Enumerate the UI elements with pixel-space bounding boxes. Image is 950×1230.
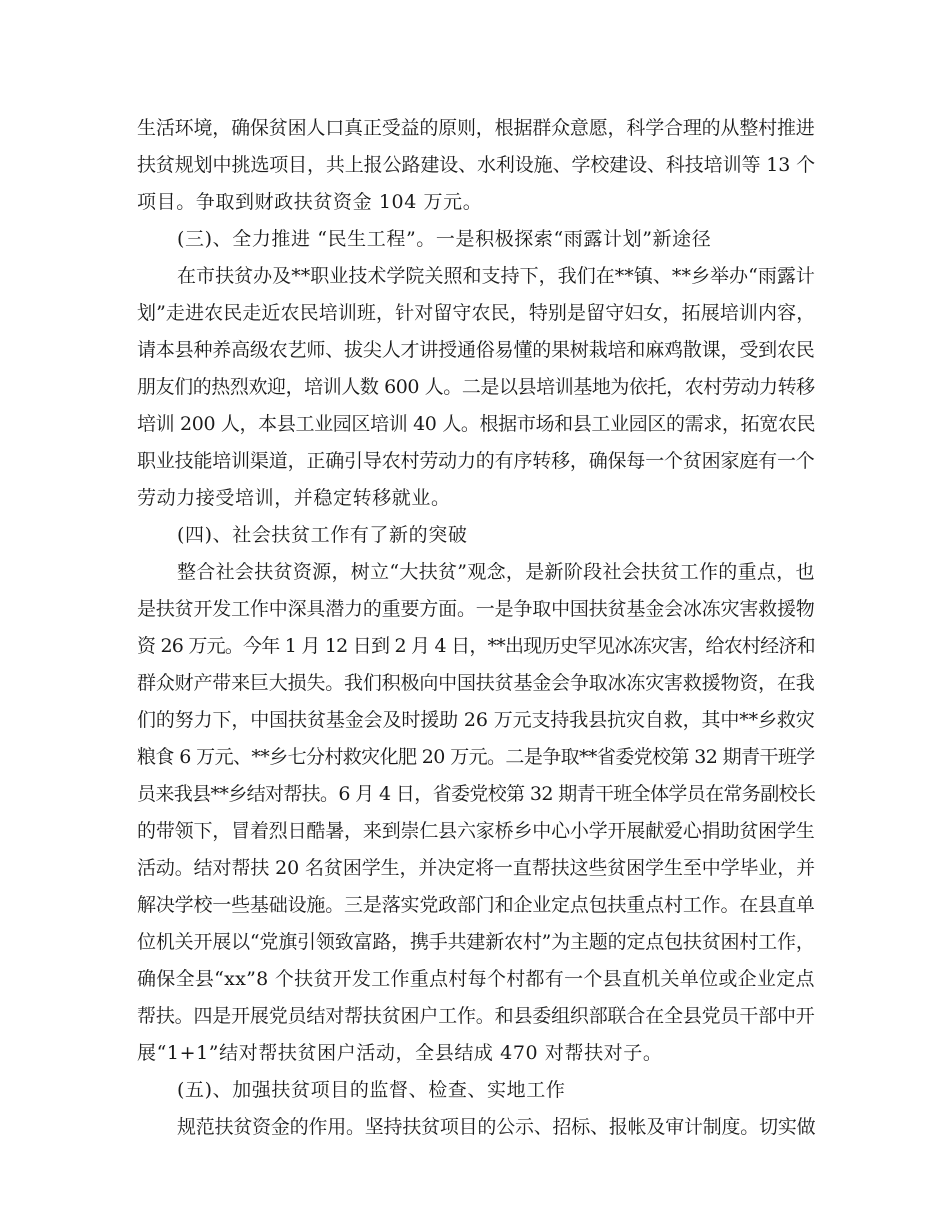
text-line: 确保全县“xx”8 个扶贫开发工作重点村每个村都有一个县直机关单位或企业定点 <box>137 968 815 990</box>
text-line: 的带领下，冒着烈日酷暑，来到崇仁县六家桥乡中心小学开展献爱心捐助贫困学生 <box>137 820 815 842</box>
text-line: 整合社会扶贫资源，树立“大扶贫”观念，是新阶段社会扶贫工作的重点，也 <box>177 561 815 583</box>
section-heading: (四)、社会扶贫工作有了新的突破 <box>177 524 468 546</box>
text-line: 朋友们的热烈欢迎，培训人数 600 人。二是以县培训基地为依托，农村劳动力转移 <box>137 376 815 398</box>
text-line: 生活环境，确保贫困人口真正受益的原则，根据群众意愿，科学合理的从整村推进 <box>137 117 815 139</box>
text-line: 培训 200 人，本县工业园区培训 40 人。根据市场和县工业园区的需求，拓宽农民 <box>137 413 816 435</box>
text-line: 是扶贫开发工作中深具潜力的重要方面。一是争取中国扶贫基金会冰冻灾害救援物 <box>137 598 815 620</box>
text-line: 粮食 6 万元、**乡七分村救灾化肥 20 万元。二是争取**省委党校第 32 期青干班学 <box>137 746 815 768</box>
text-line: 资 26 万元。今年 1 月 12 日到 2 月 4 日，**出现历史罕见冰冻灾害，给农村经济和 <box>137 635 815 657</box>
text-line: 展“1+1”结对帮扶贫困户活动，全县结成 470 对帮扶对子。 <box>137 1042 663 1064</box>
text-line: 请本县种养高级农艺师、拔尖人才讲授通俗易懂的果树栽培和麻鸡散课，受到农民 <box>137 339 815 361</box>
text-line: 劳动力接受培训，并稳定转移就业。 <box>137 487 451 509</box>
text-line: 规范扶贫资金的作用。坚持扶贫项目的公示、招标、报帐及审计制度。切实做 <box>177 1116 816 1138</box>
text-line: 们的努力下，中国扶贫基金会及时援助 26 万元支持我县抗灾自救，其中**乡救灾 <box>137 709 815 731</box>
text-line: 在市扶贫办及**职业技术学院关照和支持下，我们在**镇、**乡举办“雨露计 <box>177 265 815 287</box>
text-line: 项目。争取到财政扶贫资金 104 万元。 <box>137 191 483 213</box>
text-line: 解决学校一些基础设施。三是落实党政部门和企业定点包扶重点村工作。在县直单 <box>137 894 815 916</box>
text-line: 职业技能培训渠道，正确引导农村劳动力的有序转移，确保每一个贫困家庭有一个 <box>137 450 815 472</box>
text-line: 扶贫规划中挑选项目，共上报公路建设、水利设施、学校建设、科技培训等 13 个 <box>137 154 816 176</box>
text-line: 帮扶。四是开展党员结对帮扶贫困户工作。和县委组织部联合在全县党员干部中开 <box>137 1005 815 1027</box>
text-line: 划”走进农民走近农民培训班，针对留守农民，特别是留守妇女，拓展培训内容， <box>137 302 816 324</box>
text-line: 活动。结对帮扶 20 名贫困学生，并决定将一直帮扶这些贫困学生至中学毕业，并 <box>137 857 816 879</box>
text-line: 群众财产带来巨大损失。我们积极向中国扶贫基金会争取冰冻灾害救援物资，在我 <box>137 672 815 694</box>
section-heading: (五)、加强扶贫项目的监督、检查、实地工作 <box>177 1079 566 1101</box>
text-line: 位机关开展以“党旗引领致富路，携手共建新农村”为主题的定点包扶贫困村工作， <box>137 931 815 953</box>
section-heading: (三)、全力推进 “民生工程”。一是积极探索“雨露计划”新途径 <box>177 228 712 250</box>
text-line: 员来我县**乡结对帮扶。6 月 4 日，省委党校第 32 期青干班全体学员在常务副校长 <box>137 783 816 805</box>
